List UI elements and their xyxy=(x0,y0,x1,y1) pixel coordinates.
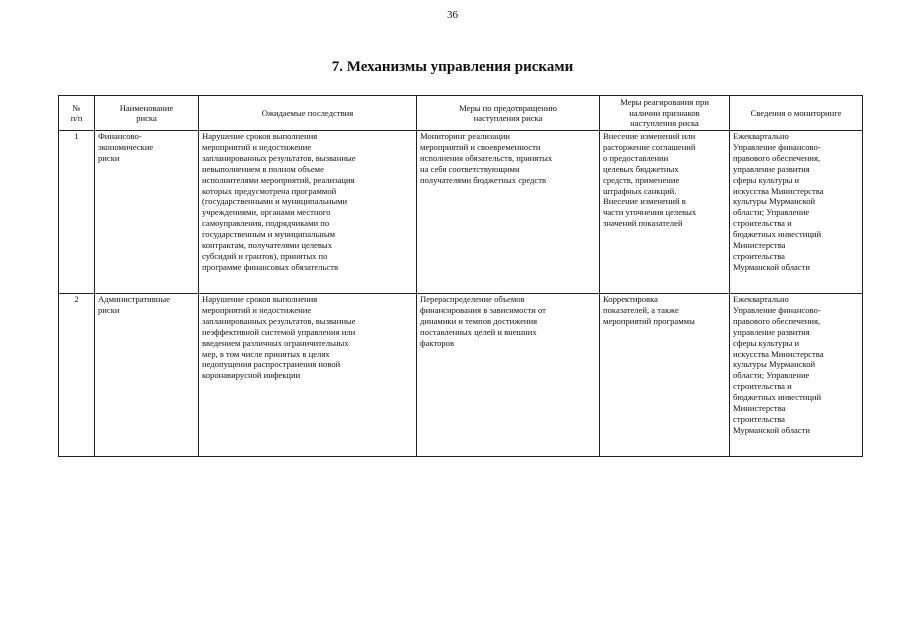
risk-name-cell: Административные риски xyxy=(95,294,199,457)
page-number: 36 xyxy=(447,9,458,21)
table-row xyxy=(59,294,863,457)
header-response-measures: Меры реагирования при наличии признаков наступления риска xyxy=(600,96,730,131)
section-title: 7. Механизмы управления рисками xyxy=(331,59,574,75)
header-monitoring-info: Сведения о мониторинге xyxy=(730,96,863,131)
consequences-cell: Нарушение сроков выполнения мероприятий и недостижение запланированных результатов, вызванные неэффективной системой управления или введением различных ограничительных мер, в том числе принятых в целях недопущения распространения новой коронавирусной инфекции xyxy=(199,294,417,457)
prevention-cell: Перераспределение объемов финансирования в зависимости от динамики и темпов достижения поставленных целей и внешних факторов xyxy=(417,294,600,457)
header-number: № п/п xyxy=(59,96,95,131)
monitoring-cell: Ежеквартально Управление финансово- правового обеспечения, управление развития сферы культуры и искусства Министерства культуры Мурманской области; Управление строительства и бюджетных инвестиций Министерства строительства Мурманской области xyxy=(730,131,863,294)
table-row xyxy=(59,131,863,294)
risk-name-cell: Финансово- экономические риски xyxy=(95,131,199,294)
header-prevention-measures: Меры по предотвращению наступления риска xyxy=(417,96,600,131)
response-cell: Внесение изменений или расторжение соглашений о предоставлении целевых бюджетных средств, применение штрафных санкций. Внесение изменений в части уточнения целевых значений показателей xyxy=(600,131,730,294)
consequences-cell: Нарушение сроков выполнения мероприятий и недостижение запланированных результатов, вызванные невыполнением в полном объеме исполнителями мероприятий, реализация которых предусмотрена программой (государственными и муниципальными учреждениями, органами местного самоуправления, подрядчиками по государственным и муниципальным контрактам, получателями целевых субсидий и грантов), принятых по программе финансовых обязательств xyxy=(199,131,417,294)
monitoring-cell: Ежеквартально Управление финансово- правового обеспечения, управление развития сферы культуры и искусства Министерства культуры Мурманской области; Управление строительства и бюджетных инвестиций Министерства строительства Мурманской области xyxy=(730,294,863,457)
risk-management-table xyxy=(58,95,863,457)
prevention-cell: Мониторинг реализации мероприятий и своевременности исполнения обязательств, принятых на себя соответствующими получателями бюджетных средств xyxy=(417,131,600,294)
response-cell: Корректировка показателей, а также мероприятий программы xyxy=(600,294,730,457)
table-header-row xyxy=(59,96,863,131)
header-risk-name: Наименование риска xyxy=(95,96,199,131)
row-number-cell: 2 xyxy=(59,294,95,457)
header-consequences: Ожидаемые последствия xyxy=(199,96,417,131)
row-number-cell: 1 xyxy=(59,131,95,294)
